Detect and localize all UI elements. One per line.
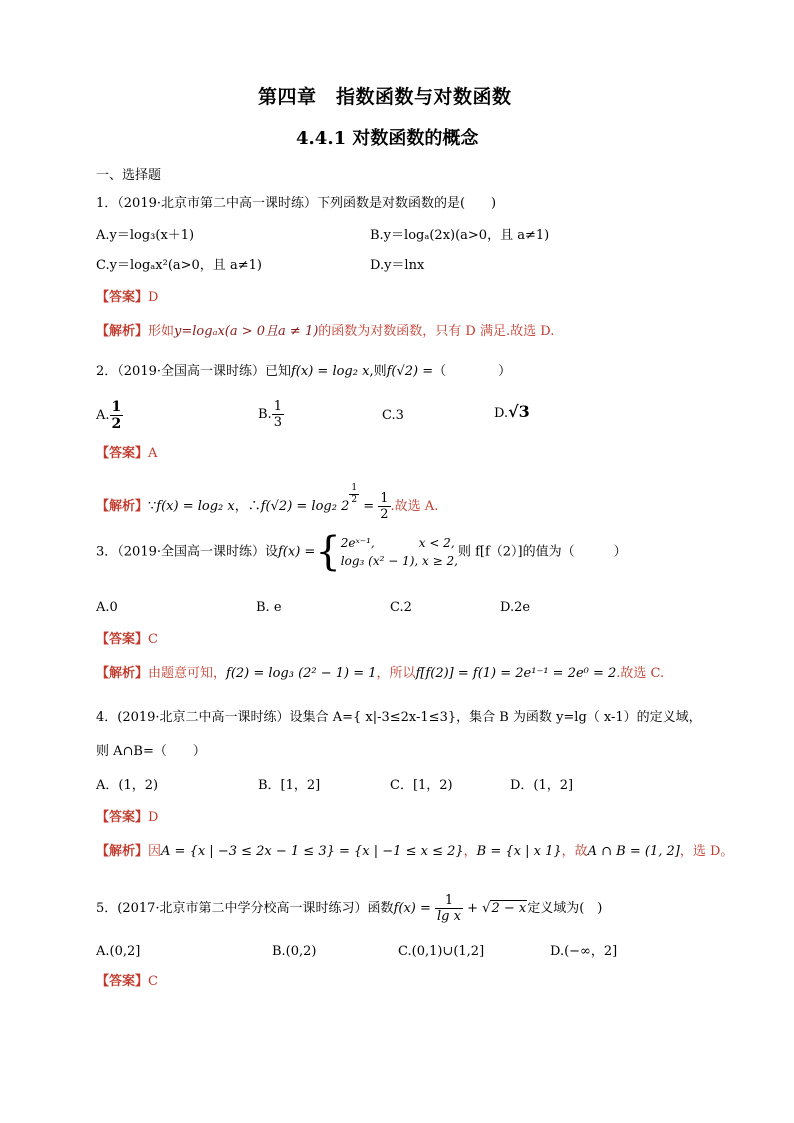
analysis-label: 【解析】 bbox=[96, 324, 149, 339]
q3-stem bbox=[96, 529, 627, 575]
q2-answer-value: A bbox=[148, 446, 158, 461]
q5-option-a: A.(0,2] bbox=[96, 944, 141, 959]
q4-analysis-formula2: B = {x | x 1} bbox=[476, 844, 562, 859]
q1-analysis bbox=[96, 324, 554, 340]
analysis-label: 【解析】 bbox=[96, 666, 149, 681]
q2-stem-formula: f(x) = log₂ x bbox=[291, 364, 370, 379]
q3-analysis bbox=[96, 666, 664, 682]
q2-option-a-label: A. bbox=[96, 408, 110, 423]
q3-option-b: B. e bbox=[256, 600, 282, 615]
q1-answer-value: D bbox=[148, 290, 159, 305]
q3-option-d: D.2e bbox=[500, 600, 531, 615]
q2-analysis-f: .故选 A. bbox=[390, 499, 439, 514]
q1-option-d: D.y＝lnx bbox=[370, 258, 425, 273]
q5-stem-prefix: 5．(2017·北京市第二中学分校高一课时练习）函数 bbox=[96, 901, 394, 916]
q5-option-d: D.(−∞，2] bbox=[550, 944, 618, 959]
q2-analysis-d: f(√2) = log₂ 2 bbox=[260, 499, 350, 514]
q4-analysis-mid1: ， bbox=[463, 844, 477, 859]
q2-analysis-res-num: 1 bbox=[380, 491, 389, 506]
q3-option-a: A.0 bbox=[96, 600, 118, 615]
q4-analysis-mid2: ，故 bbox=[561, 844, 588, 859]
q3-piece1-cond: x < 2, bbox=[418, 536, 455, 550]
q3-analysis-suffix: .故选 C. bbox=[616, 666, 665, 681]
q5-answer-value: C bbox=[148, 974, 158, 989]
q5-option-b: B.(0,2) bbox=[272, 944, 317, 959]
q4-option-b: B．[1，2] bbox=[258, 778, 321, 793]
q2-analysis-res-den: 2 bbox=[380, 507, 389, 522]
q5-stem-fraction bbox=[435, 894, 463, 923]
q5-stem-sqrt-content: 2 − x bbox=[491, 901, 527, 916]
q4-analysis-formula3: A ∩ B = (1, 2] bbox=[587, 844, 680, 859]
q3-stem-suffix: 则 f[f（2）]的值为（ ） bbox=[457, 544, 627, 560]
q3-stem-fx: f(x) = bbox=[278, 544, 316, 560]
q2-stem-mid: ,则 bbox=[369, 364, 387, 379]
chapter-title: 第四章 指数函数与对数函数 bbox=[258, 86, 512, 108]
q4-analysis-prefix: 因 bbox=[148, 844, 162, 859]
analysis-label: 【解析】 bbox=[96, 844, 149, 859]
q3-brace: { bbox=[315, 529, 341, 575]
q3-analysis-formula1: f(2) = log₃ (2² − 1) = 1 bbox=[226, 666, 377, 681]
q2-option-a bbox=[96, 400, 123, 431]
answer-label: 【答案】 bbox=[96, 974, 149, 989]
q1-answer bbox=[96, 290, 158, 306]
q2-stem-prefix: 2．（2019·全国高一课时练）已知 bbox=[96, 364, 291, 379]
q4-option-d: D．(1，2] bbox=[510, 778, 574, 793]
q2-analysis-a: ∵ bbox=[148, 499, 157, 514]
q3-answer bbox=[96, 632, 158, 648]
q2-option-b-den: 3 bbox=[273, 415, 282, 430]
q2-stem bbox=[96, 364, 511, 380]
q5-stem-den: lg x bbox=[437, 909, 461, 924]
q2-option-d-value: √3 bbox=[508, 402, 530, 421]
q1-analysis-prefix: 形如 bbox=[148, 324, 175, 339]
q4-stem-line1: 4．(2019·北京二中高一课时练）设集合 A={ x|-3≤2x-1≤3}，集合 B 为函数 y=lg（ x-1）的定义域， bbox=[96, 710, 702, 725]
q2-option-a-den: 2 bbox=[111, 416, 122, 432]
q2-stem-formula2: f(√2) = bbox=[386, 364, 434, 379]
q3-option-c: C.2 bbox=[390, 600, 412, 615]
q2-analysis-c: ，∴ bbox=[234, 499, 261, 514]
answer-label: 【答案】 bbox=[96, 810, 149, 825]
q2-option-b bbox=[258, 400, 284, 429]
q3-analysis-prefix: 由题意可知， bbox=[148, 666, 227, 681]
q4-analysis-suffix: ，选 D。 bbox=[679, 844, 734, 859]
q5-stem-plus: + bbox=[467, 901, 479, 916]
q2-analysis-e: = bbox=[363, 499, 375, 514]
q5-stem-num: 1 bbox=[435, 894, 463, 909]
q5-stem-sqrt: √2 − x bbox=[482, 901, 527, 916]
answer-label: 【答案】 bbox=[96, 446, 149, 461]
q1-analysis-formula: y=logₐx(a > 0且a ≠ 1) bbox=[174, 324, 319, 339]
answer-label: 【答案】 bbox=[96, 632, 149, 647]
q5-answer bbox=[96, 974, 158, 990]
q5-stem bbox=[96, 894, 602, 923]
q1-option-c: C.y＝logₐx²(a>0，且 a≠1) bbox=[96, 258, 262, 273]
q3-analysis-mid: ，所以 bbox=[376, 666, 416, 681]
q3-piece1 bbox=[341, 534, 458, 552]
q3-piecewise bbox=[341, 534, 458, 570]
q5-stem-suffix: 定义域为( ) bbox=[527, 901, 603, 916]
section-label: 一、选择题 bbox=[96, 168, 162, 183]
section-title: 4.4.1 对数函数的概念 bbox=[296, 128, 479, 149]
q2-option-b-fraction bbox=[272, 400, 284, 429]
q2-analysis-exp-den: 2 bbox=[351, 495, 358, 505]
q2-analysis-b: f(x) = log₂ x bbox=[156, 499, 235, 514]
q5-option-c: C.(0,1)∪(1,2] bbox=[398, 944, 485, 959]
q2-analysis bbox=[96, 484, 438, 521]
q1-option-b: B.y＝logₐ(2x)(a>0，且 a≠1) bbox=[370, 228, 550, 243]
q4-stem-line2: 则 A∩B=（ ） bbox=[96, 744, 206, 759]
q2-option-b-num: 1 bbox=[273, 399, 282, 414]
q2-option-b-label: B. bbox=[258, 407, 272, 422]
q2-stem-suffix: （ ） bbox=[433, 364, 512, 379]
q2-analysis-exp-num: 1 bbox=[351, 483, 358, 493]
q3-answer-value: C bbox=[148, 632, 158, 647]
q2-analysis-exponent bbox=[349, 484, 359, 505]
q5-stem-fx: f(x) = bbox=[393, 901, 431, 916]
q2-option-d bbox=[494, 404, 530, 422]
q4-option-a: A．(1，2) bbox=[96, 778, 159, 793]
q1-stem: 1．（2019·北京市第二中高一课时练）下列函数是对数函数的是( ) bbox=[96, 196, 497, 211]
q1-option-a: A.y＝log₃(x＋1) bbox=[96, 228, 195, 243]
q2-option-a-fraction bbox=[110, 400, 124, 431]
q4-answer-value: D bbox=[148, 810, 159, 825]
q2-analysis-result bbox=[378, 492, 390, 521]
q4-analysis-formula1: A = {x | −3 ≤ 2x − 1 ≤ 3} = {x | −1 ≤ x ≤ 2} bbox=[161, 844, 464, 859]
q2-option-d-label: D. bbox=[494, 406, 509, 421]
q2-option-c: C.3 bbox=[382, 408, 404, 423]
q2-option-a-num: 1 bbox=[111, 399, 122, 415]
q3-piece2: log₃ (x² − 1), x ≥ 2, bbox=[340, 554, 458, 568]
q3-analysis-formula2: f[f(2)] = f(1) = 2e¹⁻¹ = 2e⁰ = 2 bbox=[415, 666, 617, 681]
q3-stem-prefix: 3．（2019·全国高一课时练）设 bbox=[96, 544, 278, 560]
answer-label: 【答案】 bbox=[96, 290, 149, 305]
q4-analysis bbox=[96, 844, 733, 860]
q1-analysis-suffix: 的函数为对数函数，只有 D 满足.故选 D. bbox=[318, 324, 555, 339]
q4-answer bbox=[96, 810, 158, 826]
q2-answer bbox=[96, 446, 157, 462]
q4-option-c: C．[1，2) bbox=[390, 778, 453, 793]
analysis-label: 【解析】 bbox=[96, 499, 149, 514]
q3-piece1-expr: 2eˣ⁻¹, bbox=[340, 536, 375, 550]
